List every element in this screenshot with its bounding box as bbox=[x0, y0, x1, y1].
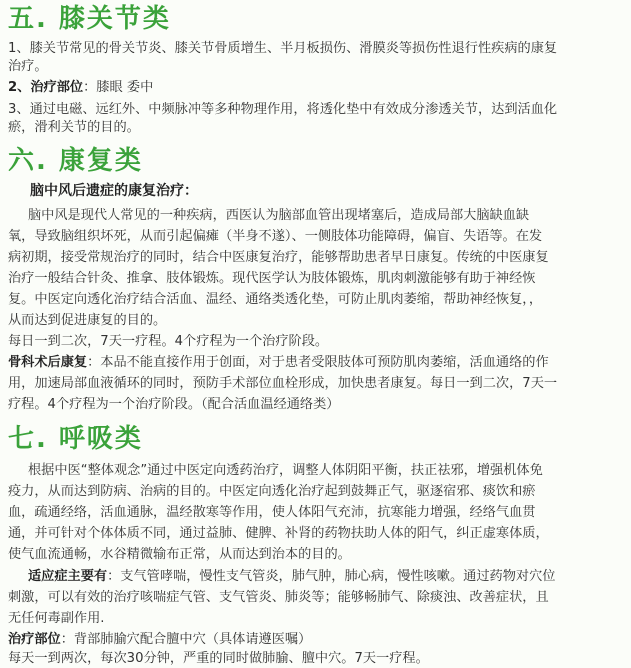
paragraph-line: 病初期，接受常规治疗的同时，结合中医康复治疗，能够帮助患者早日康复。传统的中医康复 bbox=[8, 250, 549, 265]
treatment-site-line bbox=[8, 631, 311, 649]
paragraph-line: 疗程。4个疗程为一个治疗阶段。（配合活血温经通络类） bbox=[8, 397, 340, 412]
treatment-site-value: ：膝眼 委中 bbox=[83, 80, 154, 95]
paragraph-line: 血，疏通经络，活血通脉，温经散寒等作用，使人体阳气充沛，抗寒能力增强，经络气血贯 bbox=[8, 505, 536, 520]
paragraph-line: 治疗一般结合针灸、推拿、肢体锻炼。现代医学认为肢体锻炼，肌肉刺激能够有助于神经恢 bbox=[8, 271, 536, 286]
paragraph-line: 氧，导致脑组织坏死，从而引起偏瘫（半身不遂）、一侧肢体功能障碍，偏盲、失语等。在发 bbox=[8, 229, 543, 244]
treatment-site-value: ：背部肺腧穴配合膻中穴（具体请遵医嘱） bbox=[60, 632, 312, 647]
section-heading-rehab: 六. 康复类 bbox=[8, 146, 143, 176]
paragraph-line: 脑中风是现代人常见的一种疾病，西医认为脑部血管出现堵塞后，造成局部大脑缺血缺 bbox=[28, 208, 530, 223]
post-op-label: 骨科术后康复 bbox=[8, 355, 88, 370]
section-heading-knee: 五. 膝关节类 bbox=[8, 4, 171, 34]
paragraph-line: 1、膝关节常见的骨关节炎、膝关节骨质增生、半月板损伤、滑膜炎等损伤性退行性疾病的康复 bbox=[8, 41, 558, 56]
paragraph-line: 治疗。 bbox=[8, 59, 48, 74]
indications-label: 适应症主要有 bbox=[28, 569, 108, 584]
paragraph-line: 疫力，从而达到防病、治病的目的。中医定向透化治疗起到鼓舞正气，驱逐宿邪、痰饮和瘀 bbox=[8, 484, 536, 499]
paragraph-line: 每日一到二次，7天一疗程。4个疗程为一个治疗阶段。 bbox=[8, 334, 329, 349]
subsection-title: 脑中风后遗症的康复治疗： bbox=[30, 183, 198, 199]
paragraph-line: 无任何毒副作用. bbox=[8, 611, 105, 626]
frequency-line: 每天一到两次，每次30分钟，严重的同时做肺腧、膻中穴。7天一疗程。 bbox=[8, 651, 429, 666]
treatment-site-label: 治疗部位 bbox=[8, 632, 61, 647]
paragraph-line: 刺激，可以有效的治疗咳喘症气管、支气管炎、肺炎等；能够畅肺气、除痰浊、改善症状，且 bbox=[8, 590, 549, 605]
treatment-site-line bbox=[8, 79, 153, 97]
paragraph-line: 通，并可针对个体体质不同，通过益肺、健脾、补肾的药物扶助人体的阳气，纠正虚寒体质， bbox=[8, 526, 549, 541]
paragraph-line: 复。中医定向透化治疗结合活血、温经、通络类透化垫，可防止肌肉萎缩，帮助神经恢复，， bbox=[8, 292, 543, 307]
paragraph-line: 用，加速局部血液循环的同时，预防手术部位血栓形成，加快患者康复。每日一到二次，7天一 bbox=[8, 376, 558, 391]
paragraph-line: 使气血流通畅，水谷精微输布正常，从而达到治本的目的。 bbox=[8, 547, 351, 562]
post-op-line bbox=[8, 354, 549, 372]
section-heading-respiratory: 七. 呼吸类 bbox=[8, 424, 143, 454]
paragraph-line: 根据中医“整体观念”通过中医定向透药治疗，调整人体阴阳平衡，扶正祛邪，增强机体免 bbox=[28, 463, 543, 478]
paragraph-line: 瘀，滑利关节的目的。 bbox=[8, 120, 140, 135]
paragraph-line: 从而达到促进康复的目的。 bbox=[8, 313, 167, 328]
treatment-site-label: 2、治疗部位 bbox=[8, 80, 84, 95]
indications-line bbox=[28, 568, 556, 586]
paragraph-line: 3、通过电磁、远红外、中频脉冲等多种物理作用，将透化垫中有效成分渗透关节，达到活血化 bbox=[8, 102, 558, 117]
indications-text: ：支气管哮喘，慢性支气管炎，肺气肿，肺心病，慢性咳嗽。通过药物对穴位 bbox=[107, 569, 556, 584]
post-op-text: ：本品不能直接作用于创面，对于患者受限肢体可预防肌肉萎缩，活血通络的作 bbox=[87, 355, 549, 370]
